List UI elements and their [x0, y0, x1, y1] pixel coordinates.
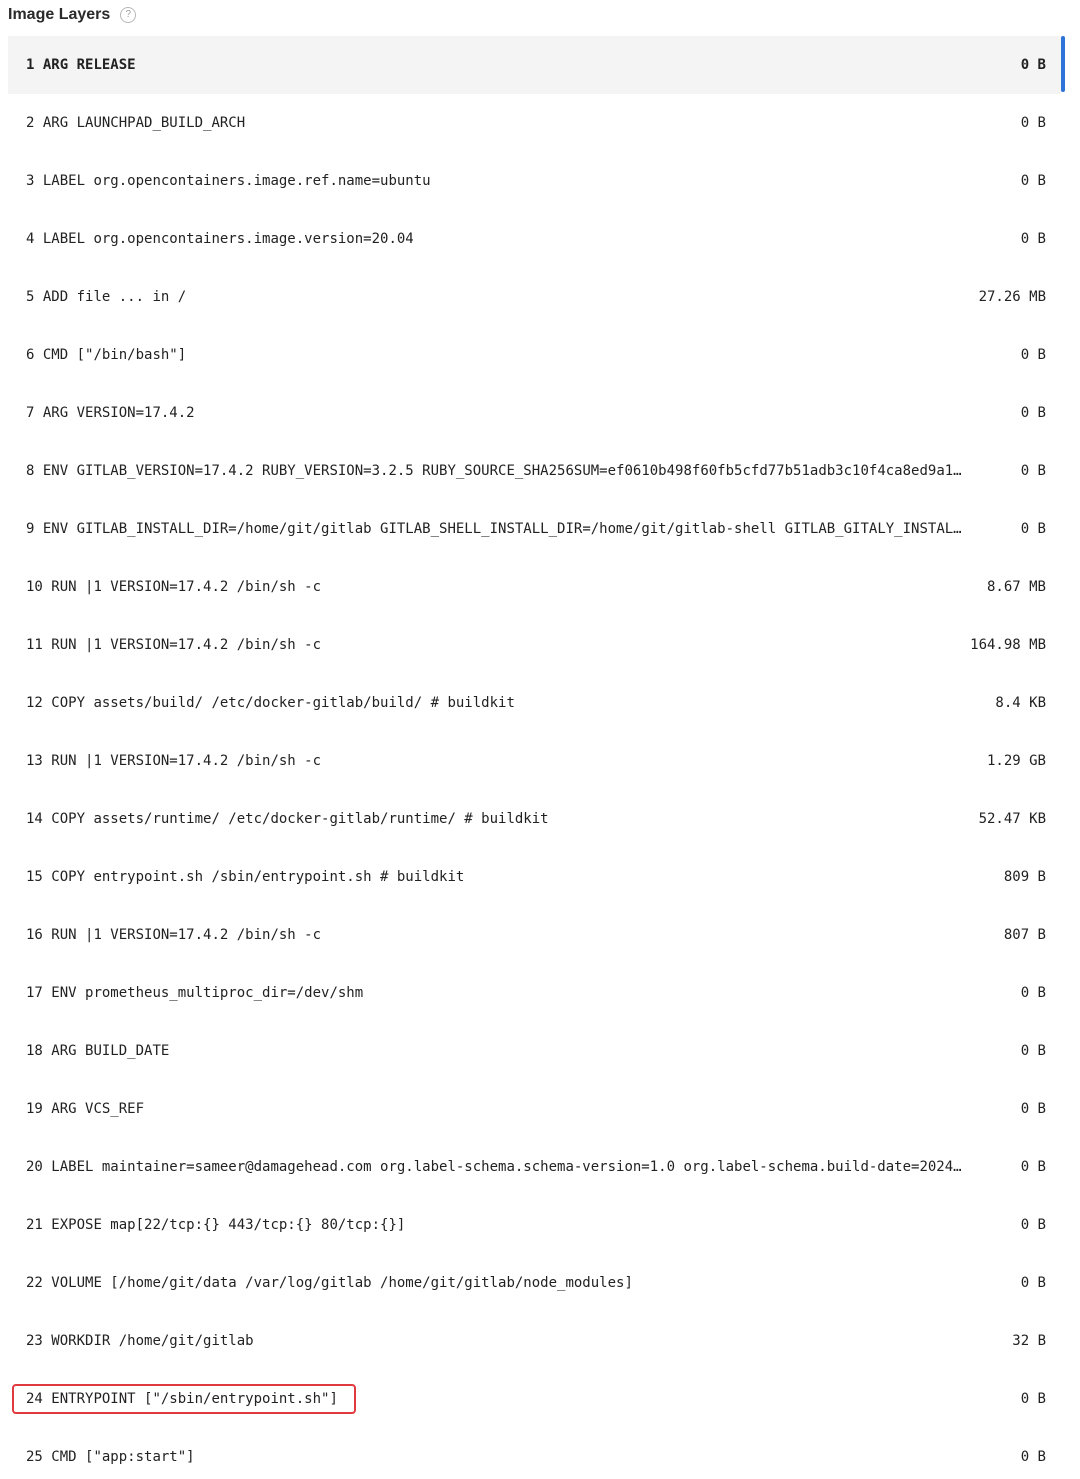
spacer [43, 1101, 51, 1117]
spacer [34, 57, 42, 73]
layer-command: ARG VCS_REF [51, 1101, 145, 1117]
layer-size: 0 B [1020, 347, 1046, 363]
layer-size: 8.4 KB [995, 695, 1046, 711]
layer-instruction [26, 405, 1007, 421]
layer-command: CMD ["app:start"] [51, 1449, 195, 1465]
layer-instruction [26, 811, 965, 827]
spacer [43, 579, 51, 595]
layer-instruction [26, 1159, 1007, 1175]
question-circle-icon[interactable]: ? [120, 7, 136, 23]
layer-command: LABEL maintainer=sameer@damagehead.com org.label-schema.schema-version=1.0 org.label-schema.build-date=2024… [51, 1159, 962, 1175]
spacer [43, 1449, 51, 1465]
layer-row[interactable] [8, 36, 1061, 94]
spacer [43, 637, 51, 653]
layer-row[interactable] [8, 1312, 1061, 1370]
layer-row[interactable] [8, 1370, 1061, 1428]
layer-row[interactable] [8, 210, 1061, 268]
layer-number: 17 [26, 985, 43, 1001]
layer-command: COPY entrypoint.sh /sbin/entrypoint.sh # buildkit [51, 869, 465, 885]
layer-command: WORKDIR /home/git/gitlab [51, 1333, 254, 1349]
spacer [43, 1217, 51, 1233]
layer-number: 2 [26, 115, 35, 131]
layer-instruction [26, 1275, 1007, 1291]
layer-command: ARG LAUNCHPAD_BUILD_ARCH [42, 115, 246, 131]
layer-size: 0 B [1020, 405, 1046, 421]
layer-row[interactable] [8, 1022, 1061, 1080]
layer-instruction [26, 1333, 998, 1349]
spacer [43, 811, 51, 827]
layer-instruction [26, 521, 1007, 537]
layer-number: 10 [26, 579, 43, 595]
layer-row[interactable] [8, 848, 1061, 906]
layer-row[interactable] [8, 1428, 1061, 1479]
layer-number: 15 [26, 869, 43, 885]
layer-size: 52.47 KB [978, 811, 1046, 827]
layer-number: 4 [26, 231, 35, 247]
layer-size: 1.29 GB [986, 753, 1046, 769]
layer-command: RUN |1 VERSION=17.4.2 /bin/sh -c [51, 927, 322, 943]
layer-number: 11 [26, 637, 43, 653]
layer-instruction [26, 463, 1007, 479]
layer-number: 18 [26, 1043, 43, 1059]
layer-instruction [26, 289, 965, 305]
layer-instruction [26, 579, 973, 595]
spacer [43, 1159, 51, 1175]
image-layers-header [8, 3, 136, 27]
layer-size: 0 B [1020, 1159, 1046, 1175]
layer-instruction [26, 347, 1007, 363]
layer-instruction [26, 115, 1007, 131]
spacer [43, 1391, 51, 1407]
layer-size: 27.26 MB [978, 289, 1046, 305]
layer-instruction [26, 869, 990, 885]
layer-size: 32 B [1012, 1333, 1046, 1349]
layer-number: 8 [26, 463, 35, 479]
layer-size: 0 B [1020, 173, 1046, 189]
layer-number: 25 [26, 1449, 43, 1465]
layer-row[interactable] [8, 1196, 1061, 1254]
spacer [34, 405, 42, 421]
spacer [34, 521, 42, 537]
layer-instruction [26, 1101, 1007, 1117]
layer-instruction [26, 927, 990, 943]
layer-size: 164.98 MB [970, 637, 1046, 653]
spacer [43, 927, 51, 943]
layer-row[interactable] [8, 268, 1061, 326]
layer-row[interactable] [8, 384, 1061, 442]
layer-row[interactable] [8, 1138, 1061, 1196]
spacer [43, 985, 51, 1001]
layer-size: 809 B [1003, 869, 1046, 885]
spacer [43, 1333, 51, 1349]
spacer [43, 753, 51, 769]
spacer [43, 1275, 51, 1291]
layer-instruction [26, 1217, 1007, 1233]
layer-instruction [26, 985, 1007, 1001]
spacer [34, 463, 42, 479]
layer-command: ENV GITLAB_VERSION=17.4.2 RUBY_VERSION=3.2.5 RUBY_SOURCE_SHA256SUM=ef0610b498f60fb5cfd77b51adb3c10f4ca8ed9a1… [42, 463, 962, 479]
page-title: Image Layers [8, 6, 111, 23]
layer-command: CMD ["/bin/bash"] [42, 347, 187, 363]
layer-instruction [26, 231, 1007, 247]
layer-row[interactable] [8, 94, 1061, 152]
layer-number: 12 [26, 695, 43, 711]
layer-command: VOLUME [/home/git/data /var/log/gitlab /home/git/gitlab/node_modules] [51, 1275, 633, 1291]
layer-size: 0 B [1020, 57, 1046, 73]
layer-number: 21 [26, 1217, 43, 1233]
layer-instruction [26, 695, 981, 711]
layer-number: 16 [26, 927, 43, 943]
layer-number: 23 [26, 1333, 43, 1349]
layer-command: ARG BUILD_DATE [51, 1043, 170, 1059]
spacer [34, 289, 42, 305]
layer-command: ENV GITLAB_INSTALL_DIR=/home/git/gitlab GITLAB_SHELL_INSTALL_DIR=/home/git/gitlab-shell GITLAB_GITALY_INSTAL… [42, 521, 962, 537]
layer-command: ENTRYPOINT ["/sbin/entrypoint.sh"] [51, 1391, 338, 1407]
layer-size: 807 B [1003, 927, 1046, 943]
layer-command: ENV prometheus_multiproc_dir=/dev/shm [51, 985, 364, 1001]
layer-row[interactable] [8, 616, 1061, 674]
layer-row[interactable] [8, 500, 1061, 558]
layer-size: 8.67 MB [986, 579, 1046, 595]
layer-number: 24 [26, 1391, 43, 1407]
layer-number: 9 [26, 521, 35, 537]
layer-instruction [26, 753, 973, 769]
layer-command: ARG VERSION=17.4.2 [42, 405, 195, 421]
layer-size: 0 B [1020, 1101, 1046, 1117]
spacer [34, 347, 42, 363]
layer-number: 19 [26, 1101, 43, 1117]
layer-row[interactable] [8, 674, 1061, 732]
layer-command: LABEL org.opencontainers.image.ref.name=ubuntu [42, 173, 431, 189]
layer-size: 0 B [1020, 521, 1046, 537]
layer-number: 5 [26, 289, 35, 305]
spacer [34, 173, 42, 189]
layer-size: 0 B [1020, 463, 1046, 479]
spacer [43, 869, 51, 885]
layer-row[interactable] [8, 732, 1061, 790]
layer-command: ADD file ... in / [42, 289, 187, 305]
layer-row[interactable] [8, 558, 1061, 616]
layer-number: 6 [26, 347, 35, 363]
spacer [43, 1043, 51, 1059]
layer-instruction [26, 1449, 1007, 1465]
layer-number: 20 [26, 1159, 43, 1175]
layer-command: LABEL org.opencontainers.image.version=20.04 [42, 231, 414, 247]
layer-number: 22 [26, 1275, 43, 1291]
layer-size: 0 B [1020, 115, 1046, 131]
layer-command: RUN |1 VERSION=17.4.2 /bin/sh -c [51, 579, 322, 595]
layer-number: 3 [26, 173, 35, 189]
layer-number: 13 [26, 753, 43, 769]
layer-row[interactable] [8, 964, 1061, 1022]
layer-row[interactable] [8, 326, 1061, 384]
layer-number: 1 [26, 57, 35, 73]
layer-row[interactable] [8, 790, 1061, 848]
layer-instruction [26, 173, 1007, 189]
layer-number: 7 [26, 405, 35, 421]
layer-instruction [26, 637, 956, 653]
layer-command: ARG RELEASE [42, 57, 136, 73]
layer-row[interactable] [8, 1080, 1061, 1138]
layer-command: EXPOSE map[22/tcp:{} 443/tcp:{} 80/tcp:{}] [51, 1217, 406, 1233]
layer-row[interactable] [8, 906, 1061, 964]
layer-row[interactable] [8, 1254, 1061, 1312]
layer-size: 0 B [1020, 1449, 1046, 1465]
spacer [34, 115, 42, 131]
spacer [34, 231, 42, 247]
layer-size: 0 B [1020, 1217, 1046, 1233]
layer-command: COPY assets/build/ /etc/docker-gitlab/build/ # buildkit [51, 695, 515, 711]
layer-size: 0 B [1020, 1391, 1046, 1407]
image-layers-list [8, 36, 1061, 1479]
layer-size: 0 B [1020, 231, 1046, 247]
layer-size: 0 B [1020, 1043, 1046, 1059]
layer-size: 0 B [1020, 985, 1046, 1001]
layer-row[interactable] [8, 442, 1061, 500]
layer-row[interactable] [8, 152, 1061, 210]
layer-command: COPY assets/runtime/ /etc/docker-gitlab/runtime/ # buildkit [51, 811, 549, 827]
layer-number: 14 [26, 811, 43, 827]
layer-command: RUN |1 VERSION=17.4.2 /bin/sh -c [51, 753, 322, 769]
highlight-box [12, 1384, 356, 1414]
spacer [43, 695, 51, 711]
layer-instruction [26, 1043, 1007, 1059]
layer-instruction [26, 57, 1007, 73]
scrollbar[interactable] [1061, 36, 1065, 92]
layer-size: 0 B [1020, 1275, 1046, 1291]
layer-command: RUN |1 VERSION=17.4.2 /bin/sh -c [51, 637, 322, 653]
